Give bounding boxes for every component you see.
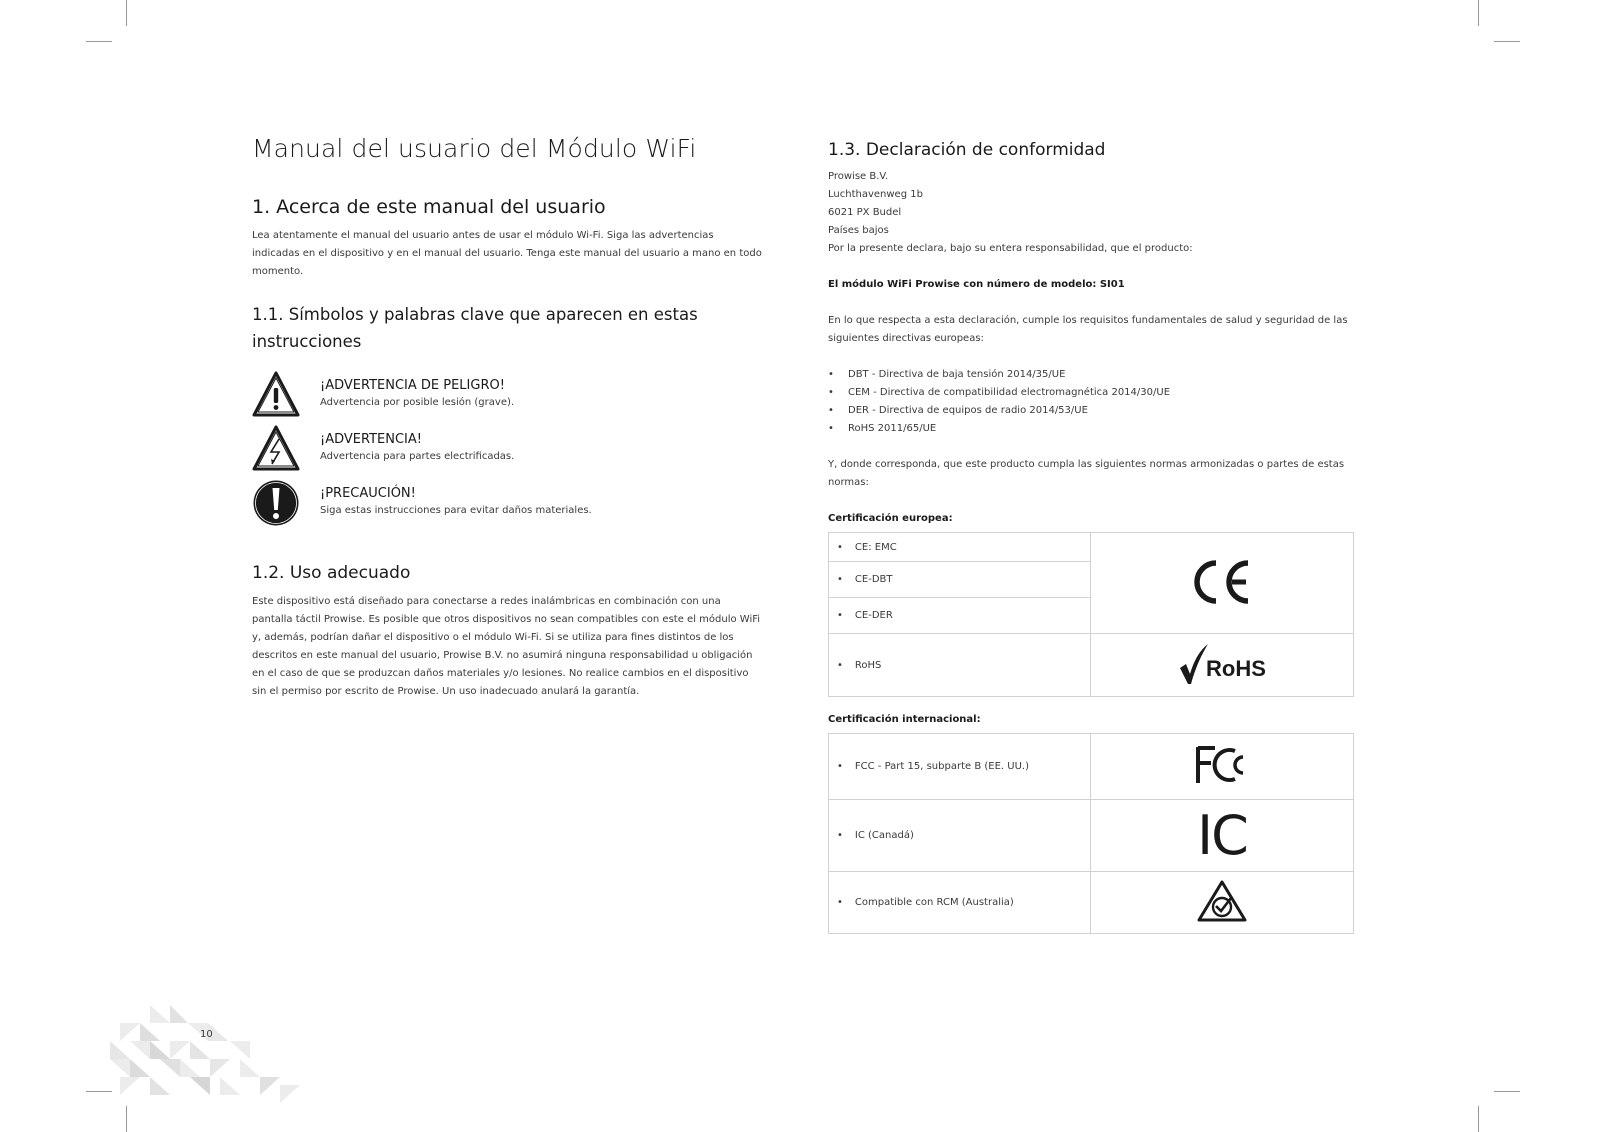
- symbol-row-danger: [252, 371, 762, 425]
- standards-text: Y, donde corresponda, que este producto cumpla las siguientes normas armonizadas o partes de estas normas:: [828, 459, 1345, 488]
- directive-item: • RoHS 2011/65/UE: [828, 420, 1358, 438]
- cert-item: CE-DBT: [854, 574, 893, 585]
- symbol-description: Advertencia para partes electrificadas.: [320, 451, 515, 462]
- section-1-title: 1. Acerca de este manual del usuario: [252, 196, 606, 218]
- cert-item: IC (Canadá): [854, 830, 914, 841]
- symbol-description: Siga estas instrucciones para evitar daños materiales.: [320, 505, 592, 516]
- table-row: • RoHS RoHS: [829, 634, 1354, 697]
- table-row: • FCC - Part 15, subparte B (EE. UU.): [829, 734, 1354, 800]
- address-block: [828, 168, 1358, 258]
- crop-mark: [126, 0, 127, 26]
- section-1-1-title: 1.1. Símbolos y palabras clave que aparecen en estas instrucciones: [252, 305, 698, 351]
- fcc-logo-icon: [1195, 743, 1249, 787]
- product-model-line: El módulo WiFi Prowise con número de modelo: SI01: [828, 279, 1125, 290]
- symbols-list: [252, 371, 762, 533]
- section-1-2-title: 1.2. Uso adecuado: [252, 563, 411, 583]
- section-1-2-body: Este dispositivo está diseñado para conectarse a redes inalámbricas en combinación con una pantalla táctil Prowise. Es posible que otros dispositivos no sean compatibles con este el módulo WiFi y, además, podrían dañar el dispositivo o el módulo Wi-Fi. Si se utiliza para fines distintos de los descritos en este manual del usuario, Prowise B.V. no asumirá ninguna responsabilidad u obligación en el caso de que se produzcan daños materiales y/o lesiones. No realice cambios en el dispositivo sin el permiso por escrito de Prowise. Un uso inadecuado anulará la garantía.: [252, 596, 761, 697]
- table-row: • CE-DBT: [829, 562, 1354, 598]
- address-line: Prowise B.V.: [828, 171, 889, 182]
- cert-item: CE: EMC: [854, 541, 897, 553]
- page-title: Manual del usuario del Módulo WiFi: [252, 134, 697, 163]
- symbol-title: ¡ADVERTENCIA!: [320, 432, 422, 447]
- electric-hazard-icon: [252, 425, 300, 473]
- rohs-label: RoHS: [1206, 655, 1266, 681]
- international-certification-table: [828, 733, 1354, 934]
- declaration-text: Por la presente declara, bajo su entera responsabilidad, que el producto:: [828, 243, 1193, 254]
- table-row: • Compatible con RCM (Australia): [829, 872, 1354, 934]
- symbol-description: Advertencia por posible lesión (grave).: [320, 397, 515, 408]
- cert-item: CE-DER: [854, 610, 893, 621]
- section-1-3-title: 1.3. Declaración de conformidad: [828, 140, 1106, 160]
- symbol-row-electric: [252, 425, 762, 479]
- address-line: Países bajos: [828, 225, 889, 236]
- cert-item: RoHS: [854, 659, 882, 671]
- page-number: 10: [200, 1029, 213, 1040]
- crop-mark: [86, 41, 112, 42]
- international-certification-title: Certificación internacional:: [828, 714, 981, 725]
- crop-mark: [86, 1091, 112, 1092]
- symbol-row-caution: [252, 479, 762, 533]
- checkmark-icon: [1178, 642, 1208, 686]
- cert-item: Compatible con RCM (Australia): [854, 897, 1014, 908]
- right-column: [828, 130, 1358, 934]
- compliance-text: En lo que respecta a esta declaración, cumple los requisitos fundamentales de salud y seguridad de las siguientes directivas europeas:: [828, 315, 1348, 344]
- cert-item: FCC - Part 15, subparte B (EE. UU.): [854, 761, 1029, 772]
- crop-mark: [1478, 0, 1479, 26]
- directive-item: • DER - Directiva de equipos de radio 2014/53/UE: [828, 402, 1358, 420]
- ic-logo: IC: [1197, 803, 1247, 867]
- european-certification-title: Certificación europea:: [828, 513, 953, 524]
- warning-triangle-icon: [252, 371, 300, 419]
- table-row: • CE-DER: [829, 598, 1354, 634]
- address-line: 6021 PX Budel: [828, 207, 902, 218]
- directive-item: • DBT - Directiva de baja tensión 2014/35/UE: [828, 366, 1358, 384]
- rcm-mark-icon: [1196, 879, 1248, 923]
- exclamation-circle-icon: [252, 479, 300, 527]
- directive-item: • CEM - Directiva de compatibilidad electromagnética 2014/30/UE: [828, 384, 1358, 402]
- crop-mark: [1478, 1106, 1479, 1132]
- table-row: • IC (Canadá) IC: [829, 800, 1354, 872]
- left-column: [252, 130, 762, 701]
- section-1-body: Lea atentamente el manual del usuario antes de usar el módulo Wi-Fi. Siga las advertencias indicadas en el dispositivo y en el manual del usuario. Tenga este manual del usuario a mano en todo momento.: [252, 230, 762, 277]
- table-row: • CE: EMC: [829, 533, 1354, 562]
- address-line: Luchthavenweg 1b: [828, 189, 923, 200]
- symbol-title: ¡PRECAUCIÓN!: [320, 486, 416, 501]
- ce-mark-icon: [1190, 560, 1254, 604]
- rohs-logo: [1178, 642, 1266, 686]
- crop-mark: [126, 1106, 127, 1132]
- symbol-title: ¡ADVERTENCIA DE PELIGRO!: [320, 378, 505, 393]
- triangle-pattern-decoration: [110, 1005, 300, 1105]
- crop-mark: [1494, 41, 1520, 42]
- directives-list: [828, 366, 1358, 438]
- european-certification-table: [828, 532, 1354, 697]
- crop-mark: [1494, 1091, 1520, 1092]
